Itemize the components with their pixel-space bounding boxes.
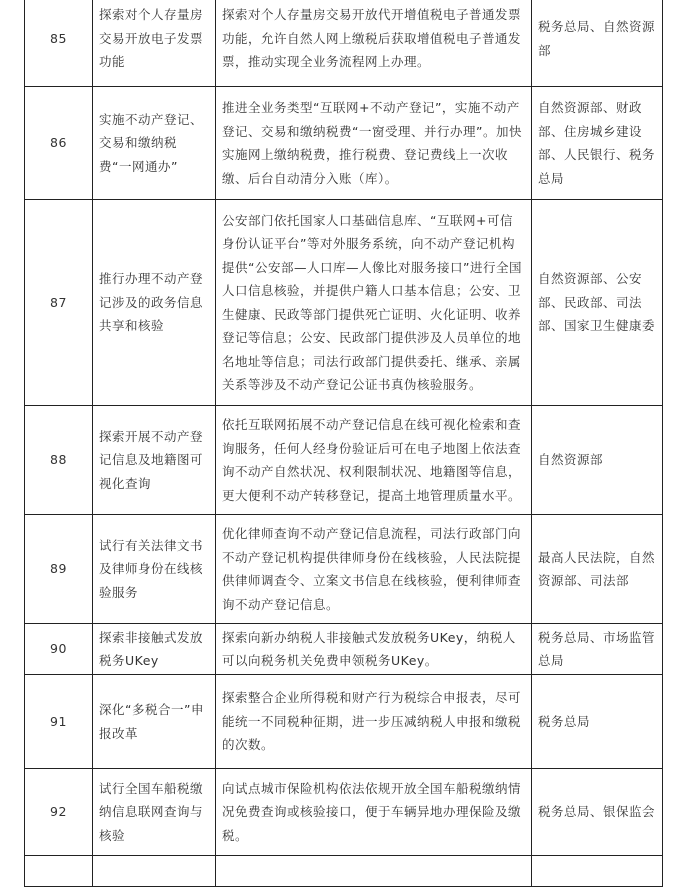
- responsible-departments: 自然资源部: [532, 406, 663, 515]
- measure-title-empty: [93, 856, 216, 887]
- measure-title: 深化“多税合一”申报改革: [93, 675, 216, 769]
- responsible-departments: 自然资源部、公安部、民政部、司法部、国家卫生健康委: [532, 200, 663, 406]
- responsible-departments: 税务总局、银保监会: [532, 769, 663, 856]
- row-number: 92: [25, 769, 93, 856]
- row-number: 86: [25, 87, 93, 200]
- row-number: 90: [25, 624, 93, 675]
- measure-title: 探索非接触式发放税务UKey: [93, 624, 216, 675]
- table-row: [25, 515, 663, 624]
- measure-content: 向试点城市保险机构依法依规开放全国车船税缴纳情况免费查询或核验接口，便于车辆异地办理保险及缴税。: [216, 769, 532, 856]
- row-number: 91: [25, 675, 93, 769]
- row-number: 87: [25, 200, 93, 406]
- responsible-departments-empty: [532, 856, 663, 887]
- row-number: 89: [25, 515, 93, 624]
- measure-title: 试行全国车船税缴纳信息联网查询与核验: [93, 769, 216, 856]
- responsible-departments: 税务总局、自然资源部: [532, 0, 663, 87]
- measure-content: 探索整合企业所得税和财产行为税综合申报表，尽可能统一不同税种征期，进一步压减纳税人申报和缴税的次数。: [216, 675, 532, 769]
- measure-content: 探索向新办纳税人非接触式发放税务UKey，纳税人可以向税务机关免费申领税务UKey。: [216, 624, 532, 675]
- row-number: 85: [25, 0, 93, 87]
- table-row: [25, 200, 663, 406]
- row-number: 88: [25, 406, 93, 515]
- table-row: [25, 87, 663, 200]
- measure-title: 探索开展不动产登记信息及地籍图可视化查询: [93, 406, 216, 515]
- measure-content: 推进全业务类型“互联网+不动产登记”，实施不动产登记、交易和缴纳税费“一窗受理、并行办理”。加快实施网上缴纳税费，推行税费、登记费线上一次收缴、后台自动清分入账（库）。: [216, 87, 532, 200]
- row-number-empty: [25, 856, 93, 887]
- table-row: [25, 624, 663, 675]
- measure-title: 试行有关法律文书及律师身份在线核验服务: [93, 515, 216, 624]
- measure-content-empty: [216, 856, 532, 887]
- table-row: [25, 675, 663, 769]
- measure-title: 探索对个人存量房交易开放电子发票功能: [93, 0, 216, 87]
- measure-content: 探索对个人存量房交易开放代开增值税电子普通发票功能，允许自然人网上缴税后获取增值税电子普通发票，推动实现全业务流程网上办理。: [216, 0, 532, 87]
- measure-title: 实施不动产登记、交易和缴纳税费“一网通办”: [93, 87, 216, 200]
- responsible-departments: 自然资源部、财政部、住房城乡建设部、人民银行、税务总局: [532, 87, 663, 200]
- measure-title: 推行办理不动产登记涉及的政务信息共享和核验: [93, 200, 216, 406]
- measure-content: 公安部门依托国家人口基础信息库、“互联网+可信身份认证平台”等对外服务系统，向不动产登记机构提供“公安部—人口库—人像比对服务接口”进行全国人口信息核验，并提供户籍人口基本信息；公安、卫生健康、民政等部门提供死亡证明、火化证明、收养登记等信息；公安、民政部门提供涉及人员单位的地名地址等信息；司法行政部门提供委托、继承、亲属关系等涉及不动产登记公证书真伪核验服务。: [216, 200, 532, 406]
- table-row: [25, 769, 663, 856]
- responsible-departments: 税务总局: [532, 675, 663, 769]
- table-row-partial: [25, 856, 663, 887]
- reform-measures-table: [24, 0, 663, 887]
- table-row: [25, 0, 663, 87]
- measure-content: 依托互联网拓展不动产登记信息在线可视化检索和查询服务，任何人经身份验证后可在电子地图上依法查询不动产自然状况、权利限制状况、地籍图等信息，更大便利不动产转移登记，提高土地管理质量水平。: [216, 406, 532, 515]
- responsible-departments: 最高人民法院，自然资源部、司法部: [532, 515, 663, 624]
- table-row: [25, 406, 663, 515]
- responsible-departments: 税务总局、市场监管总局: [532, 624, 663, 675]
- measure-content: 优化律师查询不动产登记信息流程，司法行政部门向不动产登记机构提供律师身份在线核验，人民法院提供律师调查令、立案文书信息在线核验，便利律师查询不动产登记信息。: [216, 515, 532, 624]
